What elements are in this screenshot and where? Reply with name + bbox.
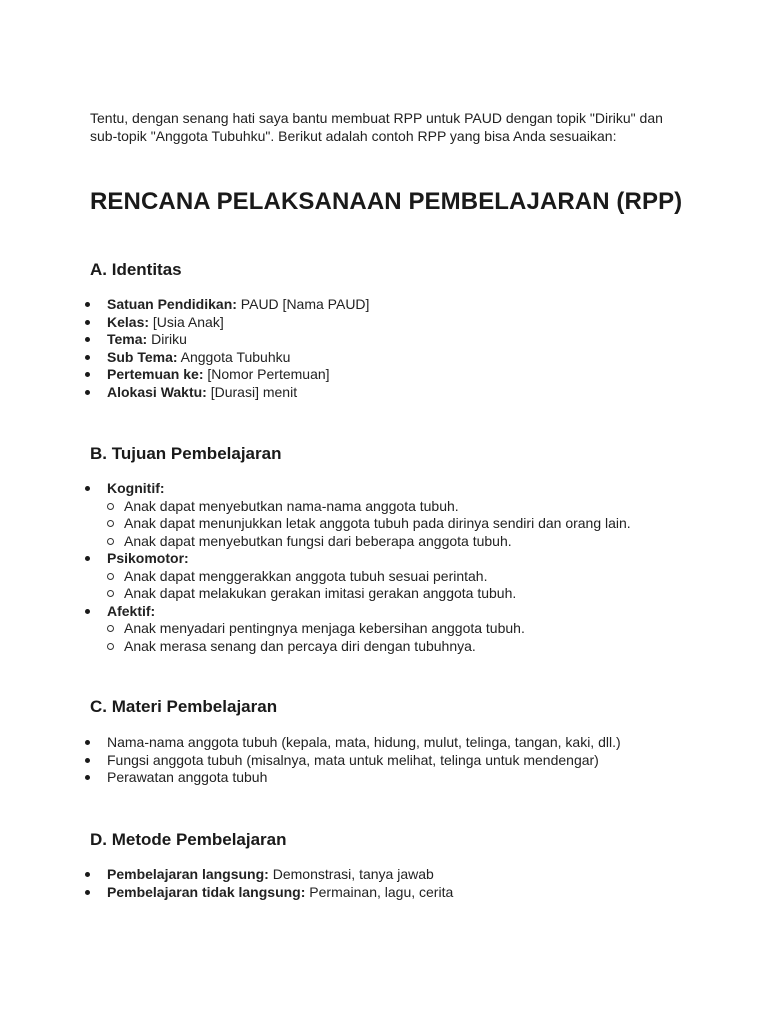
sub-list-item: Anak menyadari pentingnya menjaga kebersihan anggota tubuh. <box>107 620 631 638</box>
item-label: Tema: <box>107 331 148 347</box>
sub-list <box>107 568 631 603</box>
list-item <box>83 884 453 902</box>
item-value: [Durasi] menit <box>206 383 298 400</box>
item-value: Diriku <box>147 331 187 347</box>
list-item <box>83 314 369 332</box>
list-item <box>83 480 631 550</box>
group-label-kognitif: Kognitif: <box>107 480 165 496</box>
item-label: Alokasi Waktu: <box>107 383 207 400</box>
item-label: Kelas: <box>107 313 150 330</box>
section-d-heading: D. Metode Pembelajaran <box>90 830 287 849</box>
section-c-heading: C. Materi Pembelajaran <box>90 697 278 716</box>
intro-paragraph: Tentu, dengan senang hati saya bantu membuat RPP untuk PAUD dengan topik "Diriku" dan sub-topik "Anggota Tubuhku". Berikut adalah contoh RPP yang bisa Anda sesuaikan: <box>90 110 663 144</box>
list-item <box>83 384 369 402</box>
item-value: Anggota Tubuhku <box>177 348 291 365</box>
list-item <box>83 296 369 314</box>
sub-list <box>107 498 631 551</box>
list-item <box>83 366 369 384</box>
section-a-heading: A. Identitas <box>90 260 182 279</box>
sub-list-item: Anak merasa senang dan percaya diri dengan tubuhnya. <box>107 638 631 656</box>
sub-list-item: Anak dapat melakukan gerakan imitasi gerakan anggota tubuh. <box>107 585 631 603</box>
group-label-afektif: Afektif: <box>107 602 156 619</box>
list-item <box>83 550 631 603</box>
list-item <box>83 349 369 367</box>
list-item: Nama-nama anggota tubuh (kepala, mata, hidung, mulut, telinga, tangan, kaki, dll.) <box>83 734 621 752</box>
sub-list <box>107 620 631 655</box>
list-item <box>83 603 631 656</box>
item-label: Pembelajaran langsung: <box>107 866 269 882</box>
metode-list <box>83 866 453 901</box>
identitas-list <box>83 296 369 401</box>
sub-list-item: Anak dapat menunjukkan letak anggota tubuh pada dirinya sendiri dan orang lain. <box>107 515 631 533</box>
item-label: Satuan Pendidikan: <box>107 296 237 312</box>
list-item <box>83 866 453 884</box>
sub-list-item: Anak dapat menyebutkan nama-nama anggota tubuh. <box>107 498 631 516</box>
item-value: PAUD [Nama PAUD] <box>236 296 370 312</box>
document-page <box>90 110 690 900</box>
list-item: Perawatan anggota tubuh <box>83 769 621 787</box>
materi-list <box>83 734 621 787</box>
item-value: [Usia Anak] <box>149 313 224 330</box>
section-b-heading: B. Tujuan Pembelajaran <box>90 444 282 463</box>
item-label: Pembelajaran tidak langsung: <box>107 883 306 900</box>
item-value: [Nomor Pertemuan] <box>203 366 330 382</box>
item-label: Sub Tema: <box>107 348 178 365</box>
document-title: RENCANA PELAKSANAAN PEMBELAJARAN (RPP) <box>90 188 683 215</box>
item-value: Permainan, lagu, cerita <box>305 883 454 900</box>
tujuan-list <box>83 480 631 655</box>
list-item: Fungsi anggota tubuh (misalnya, mata untuk melihat, telinga untuk mendengar) <box>83 752 621 770</box>
group-label-psikomotor: Psikomotor: <box>107 550 189 566</box>
sub-list-item: Anak dapat menggerakkan anggota tubuh sesuai perintah. <box>107 568 631 586</box>
item-value: Demonstrasi, tanya jawab <box>268 866 434 882</box>
list-item <box>83 331 369 349</box>
item-label: Pertemuan ke: <box>107 366 204 382</box>
sub-list-item: Anak dapat menyebutkan fungsi dari beberapa anggota tubuh. <box>107 533 631 551</box>
